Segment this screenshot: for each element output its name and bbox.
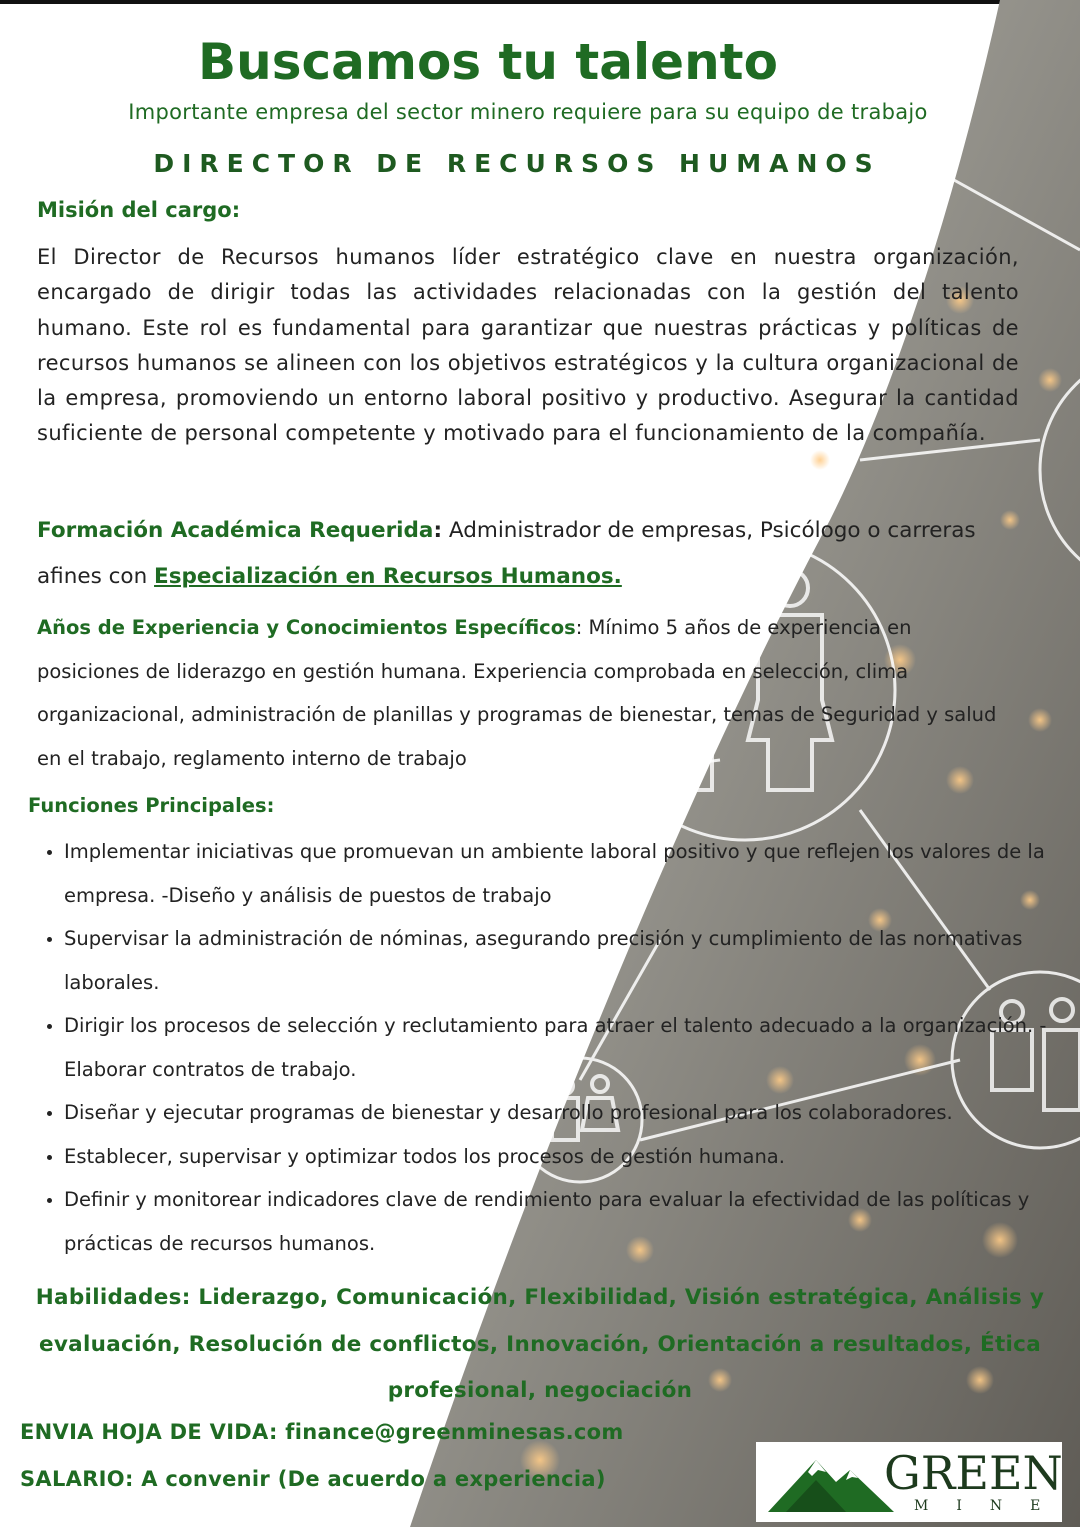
experiencia-heading: Años de Experiencia y Conocimientos Específicos [37, 616, 576, 639]
logo-sub: MINE [914, 1498, 1069, 1514]
formacion-section [37, 508, 1019, 600]
page-subtitle: Importante empresa del sector minero requiere para su equipo de trabajo [128, 100, 928, 124]
list-item: • Definir y monitorear indicadores clave de rendimiento para evaluar la efectividad de las políticas y prácticas de recursos humanos. [64, 1178, 1064, 1265]
list-item: • Dirigir los procesos de selección y reclutamiento para atraer el talento adecuado a la organización. -Elaborar contratos de trabajo. [64, 1004, 1064, 1091]
list-item: • Supervisar la administración de nóminas, asegurando precisión y cumplimiento de las normativas laborales. [64, 917, 1064, 1004]
habilidades-text: Habilidades: Liderazgo, Comunicación, Flexibilidad, Visión estratégica, Análisis y evaluación, Resolución de conflictos, Innovación, Orientación a resultados, Ética profesional, negociación [35, 1285, 1045, 1403]
formacion-heading: Formación Académica Requerida [37, 518, 434, 543]
list-item: • Establecer, supervisar y optimizar todos los procesos de gestión humana. [64, 1135, 1064, 1179]
list-item: • Implementar iniciativas que promuevan un ambiente laboral positivo y que reflejen los valores de la empresa. -Diseño y análisis de puestos de trabajo [64, 830, 1064, 917]
mision-heading: Misión del cargo: [37, 198, 241, 222]
list-item: • Diseñar y ejecutar programas de bienestar y desarrollo profesional para los colaboradores. [64, 1091, 1064, 1135]
logo-brand: GREEN [884, 1446, 1063, 1500]
experiencia-section [37, 606, 1019, 780]
mountain-icon [766, 1442, 896, 1522]
formacion-text: Administrador de empresas, Psicólogo o carreras afines con [37, 518, 976, 589]
company-logo [756, 1442, 1069, 1522]
specialization-text: Especialización en Recursos Humanos. [154, 564, 622, 589]
funciones-list [37, 830, 1064, 1265]
salary-text: SALARIO: A convenir (De acuerdo a experiencia) [20, 1467, 606, 1491]
contact-email: ENVIA HOJA DE VIDA: finance@greenminesas.com [20, 1420, 624, 1444]
position-title: DIRECTOR DE RECURSOS HUMANOS [153, 149, 881, 178]
formacion-colon: : [433, 518, 443, 543]
page-title: Buscamos tu talento [198, 33, 778, 91]
experiencia-text: : Mínimo 5 años de experiencia en posiciones de liderazgo en gestión humana. Experiencia comprobada en selección, clima organizacional, administración de planillas y programas de bienestar, temas de Seguridad y salud en el trabajo, reglamento interno de trabajo [37, 616, 997, 770]
funciones-heading: Funciones Principales: [28, 794, 275, 817]
mision-text: El Director de Recursos humanos líder estratégico clave en nuestra organización, encargado de dirigir todas las actividades relacionadas con la gestión del talento humano. Este rol es fundamental para garantizar que nuestras prácticas y políticas de recursos humanos se alineen con los objetivos estratégicos y la cultura organizacional de la empresa, promoviendo un entorno laboral positivo y productivo. Asegurar la cantidad suficiente de personal competente y motivado para el funcionamiento de la compañía. [37, 245, 1019, 446]
